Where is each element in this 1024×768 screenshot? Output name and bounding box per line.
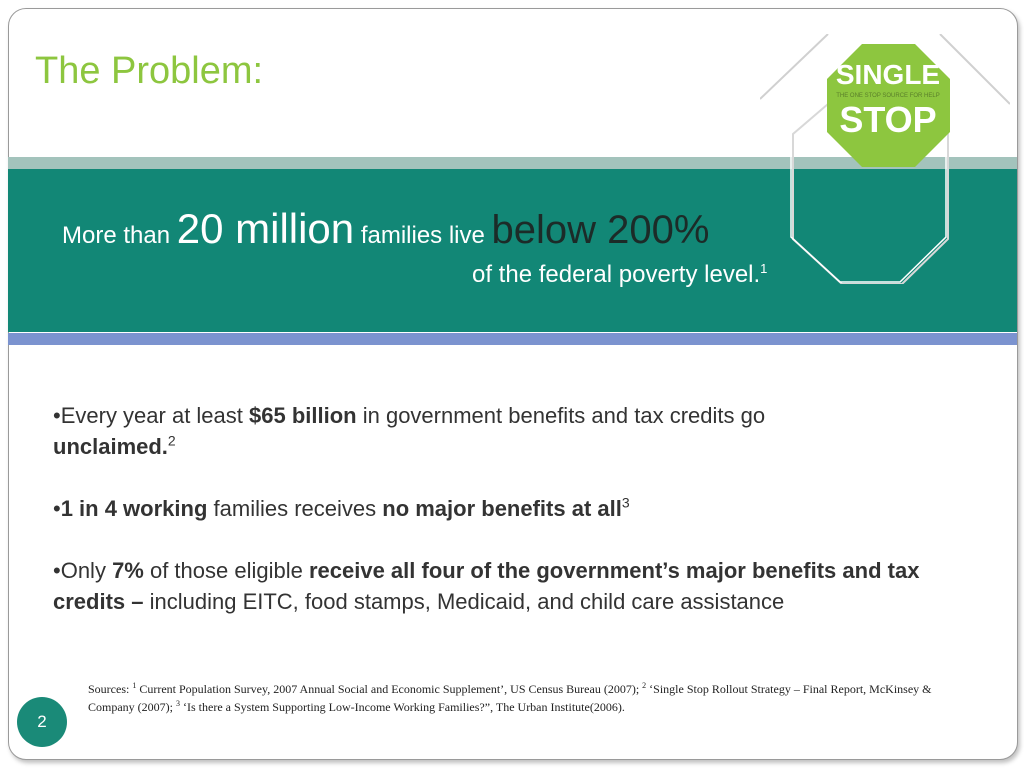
slide-title: The Problem: (35, 50, 264, 92)
logo-tagline: THE ONE STOP SOURCE FOR HELP (836, 93, 940, 99)
footnote-ref: 1 (760, 261, 768, 276)
footnote-ref: 3 (621, 494, 630, 511)
bullet-item: •Every year at least $65 billion in government benefits and tax credits go unclaimed.$^2$ (53, 403, 766, 459)
bullet-list (53, 400, 983, 648)
logo-word-single: SINGLE (835, 59, 941, 90)
page-number: 2 (37, 712, 47, 731)
decorative-line (760, 34, 828, 99)
bullet-item: •1 in 4 working families receives no major benefits at all$^3$ (53, 494, 630, 521)
decorative-line (940, 34, 1010, 104)
bullet-item: •Only 7% of those eligible receive all four of the government’s major benefits and tax credits – including EITC, food stamps, Medicaid, and child care assistance (53, 558, 920, 614)
headline-emphasis-dark: below 200% (491, 208, 710, 252)
sources-footnote: Sources: $^1$ Current Population Survey, 2007 Annual Social and Economic Supplement’, US Census Bureau (2007); $^2$ ‘Single Stop Rollout Strategy – Final Report, McKinsey & Company (2007); $^3$ ‘Is there a System Supporting Low-Income Working Families?”, The Urban Institute(2006). (88, 681, 932, 714)
page-number-badge (17, 697, 67, 747)
headline-emphasis: 20 million (176, 205, 355, 252)
headline-line-1 (62, 205, 709, 253)
headline-line-2 (472, 261, 767, 289)
logo-word-stop: STOP (839, 99, 937, 140)
headline-text: of the federal poverty level. (472, 261, 761, 288)
footnote-ref: 2 (167, 432, 176, 449)
single-stop-logo (760, 34, 1010, 284)
header-band-bottom-stripe (8, 333, 1017, 345)
logo-graphic (760, 34, 1010, 284)
headline-text: families live (354, 222, 492, 249)
headline-text: More than (62, 222, 177, 249)
